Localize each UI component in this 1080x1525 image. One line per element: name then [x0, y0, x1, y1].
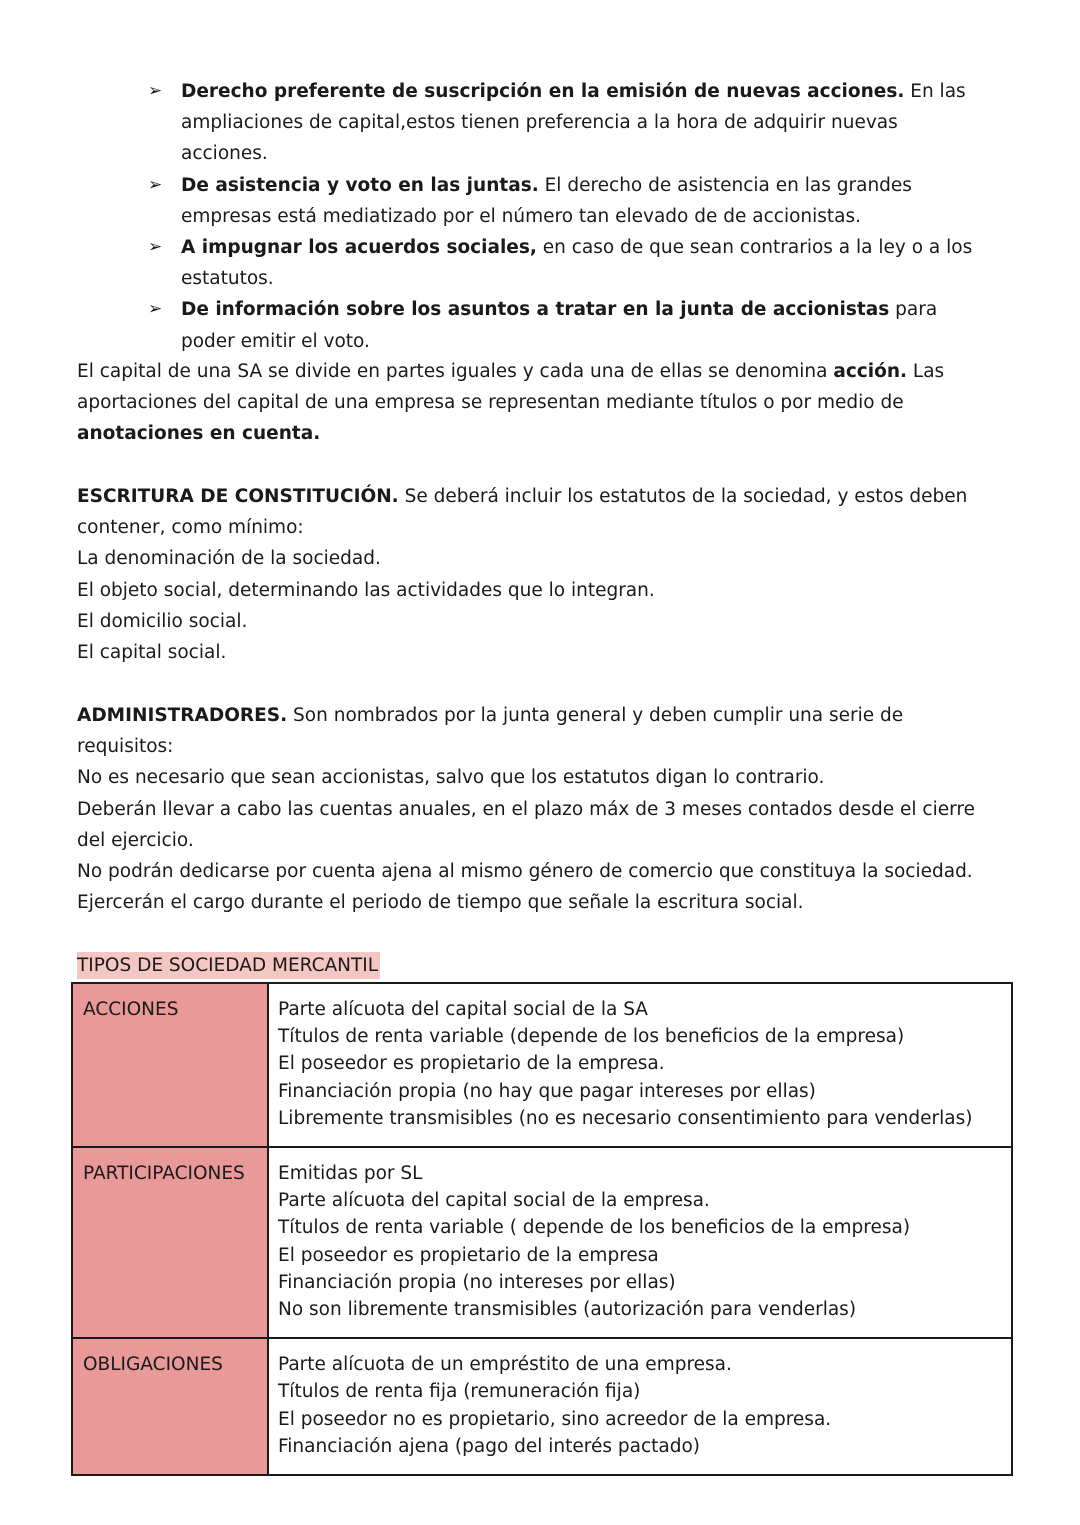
description-line: Títulos de renta variable ( depende de los beneficios de la empresa) [278, 1217, 911, 1239]
rights-bullet-list [148, 76, 988, 357]
administradores-line: Deberán llevar a cabo las cuentas anuales, en el plazo máx de 3 meses contados desde el cierre del ejercicio. [77, 798, 975, 851]
capital-bold: acción. [833, 361, 908, 382]
description-line: No son libremente transmisibles (autorización para venderlas) [278, 1299, 857, 1321]
bullet-bold: A impugnar los acuerdos sociales, [181, 237, 537, 259]
description-line: Títulos de renta variable (depende de los beneficios de la empresa) [278, 1026, 905, 1048]
administradores-intro [77, 700, 997, 762]
administradores-line: No podrán dedicarse por cuenta ajena al mismo género de comercio que constituya la sociedad. [77, 861, 973, 883]
escritura-line: El objeto social, determinando las actividades que lo integran. [77, 579, 655, 601]
table-row [72, 983, 1012, 1147]
arrow-bullet-icon: ➢ [148, 174, 163, 195]
description-line: Libremente transmisibles (no es necesario consentimiento para venderlas) [278, 1107, 973, 1129]
escritura-line: La denominación de la sociedad. [77, 548, 381, 570]
administradores-section [77, 700, 997, 918]
bullet-text: El derecho de asistencia en las grandes empresas está mediatizado por el número tan elevado de de accionistas. [181, 174, 912, 227]
bullet-item [148, 76, 988, 170]
capital-bold: anotaciones en cuenta. [77, 423, 321, 445]
capital-text: El capital de una SA se divide en partes iguales y cada una de ellas se denomina [77, 361, 834, 382]
capital-paragraph [77, 356, 997, 450]
escritura-intro-text: Se deberá incluir los estatutos de la sociedad, y estos deben contener, como mínimo: [77, 486, 968, 539]
bullet-item [148, 232, 988, 294]
capital-text: Las aportaciones del capital de una empresa se representan mediante títulos o por medio de [77, 361, 945, 414]
escritura-section [77, 481, 997, 668]
administradores-heading: ADMINISTRADORES. [77, 705, 288, 726]
escritura-intro [77, 481, 997, 543]
arrow-bullet-icon: ➢ [148, 299, 163, 320]
description-line: Parte alícuota del capital social de la SA [278, 999, 648, 1020]
table-row [72, 1147, 1012, 1338]
bullet-bold: De asistencia y voto en las juntas. [181, 174, 539, 196]
escritura-line: El domicilio social. [77, 610, 248, 632]
table-row [72, 1338, 1012, 1475]
bullet-text: en caso de que sean contrarios a la ley o a los estatutos. [181, 237, 973, 290]
row-label: ACCIONES [72, 983, 268, 1147]
row-description [268, 983, 1012, 1147]
escritura-heading: ESCRITURA DE CONSTITUCIÓN. [77, 486, 399, 507]
description-line: Emitidas por SL [278, 1163, 423, 1185]
description-line: Financiación propia (no intereses por ellas) [278, 1271, 676, 1293]
row-label: OBLIGACIONES [72, 1338, 268, 1475]
row-description [268, 1338, 1012, 1475]
bullet-text: En las ampliaciones de capital,estos tienen preferencia a la hora de adquirir nuevas acciones. [181, 81, 966, 165]
description-line: El poseedor es propietario de la empresa. [278, 1053, 665, 1075]
administradores-line: Ejercerán el cargo durante el periodo de tiempo que señale la escritura social. [77, 892, 804, 914]
row-description [268, 1147, 1012, 1338]
description-line: Parte alícuota del capital social de la empresa. [278, 1190, 710, 1212]
description-line: Títulos de renta fija (remuneración fija) [278, 1381, 641, 1403]
arrow-bullet-icon: ➢ [148, 81, 163, 101]
administradores-intro-text: Son nombrados por la junta general y deben cumplir una serie de requisitos: [77, 705, 904, 758]
description-line: Parte alícuota de un empréstito de una empresa. [278, 1354, 732, 1376]
table-title: TIPOS DE SOCIEDAD MERCANTIL [77, 952, 380, 979]
description-line: El poseedor no es propietario, sino acreedor de la empresa. [278, 1408, 832, 1430]
arrow-bullet-icon: ➢ [148, 237, 163, 258]
bullet-bold: De información sobre los asuntos a tratar en la junta de accionistas [181, 299, 890, 321]
description-line: Financiación ajena (pago del interés pactado) [278, 1435, 701, 1457]
sociedad-types-table [71, 982, 1013, 1476]
bullet-item [148, 170, 988, 232]
bullet-bold: Derecho preferente de suscripción en la emisión de nuevas acciones. [181, 81, 905, 102]
bullet-text: para poder emitir el voto. [181, 299, 938, 352]
administradores-line: No es necesario que sean accionistas, salvo que los estatutos digan lo contrario. [77, 767, 825, 789]
escritura-line: El capital social. [77, 642, 227, 664]
bullet-item [148, 294, 988, 356]
description-line: Financiación propia (no hay que pagar intereses por ellas) [278, 1080, 816, 1102]
description-line: El poseedor es propietario de la empresa [278, 1244, 659, 1266]
row-label: PARTICIPACIONES [72, 1147, 268, 1338]
